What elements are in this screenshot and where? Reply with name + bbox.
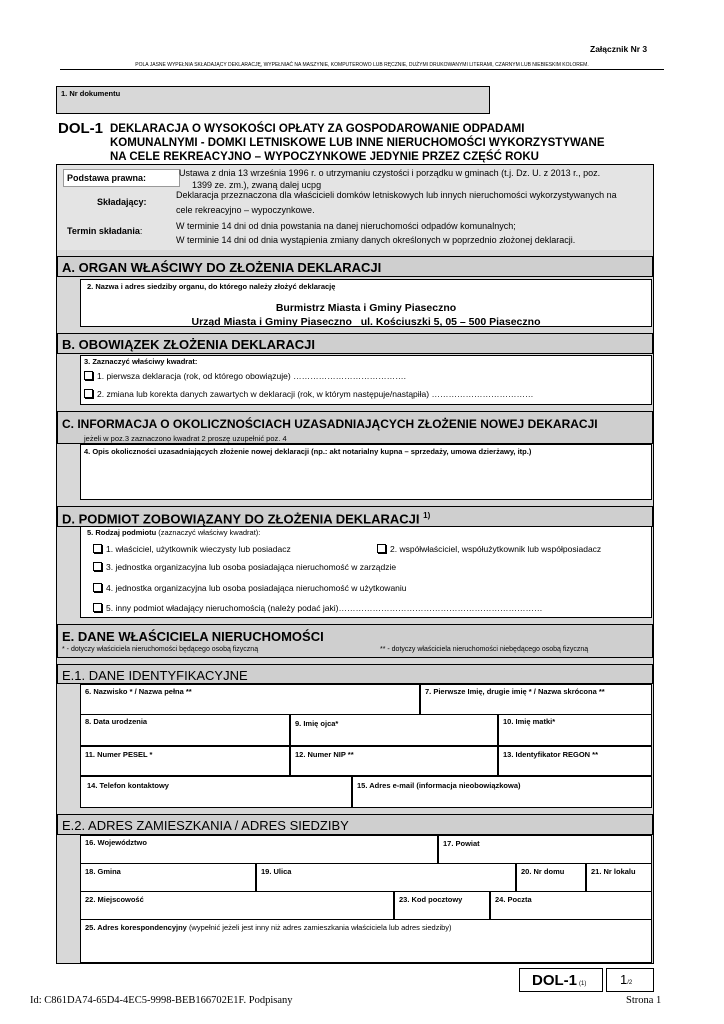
section-e-header — [57, 624, 653, 658]
pesel-label: 11. Numer PESEL * — [85, 750, 153, 759]
organ-field — [80, 279, 652, 327]
badge-code: DOL-1 (1) — [532, 972, 587, 989]
regon-label: 13. Identyfikator REGON ** — [503, 750, 599, 759]
post-office-label: 24. Poczta — [495, 895, 532, 904]
annex-label: Załącznik Nr 3 — [590, 44, 648, 54]
section-b-title: B. OBOWIĄZEK ZŁOŻENIA DEKLARACJI — [62, 337, 316, 352]
locality-label: 22. Miejscowość — [85, 895, 144, 904]
section-e2-header — [57, 814, 653, 835]
deadline-line1: W terminie 14 dni od dnia powstania na danej nieruchomości odpadów komunalnych; — [176, 221, 516, 231]
section-d-header — [57, 506, 653, 527]
checkbox-icon[interactable] — [93, 603, 102, 612]
info-block — [57, 165, 653, 250]
email-field[interactable] — [352, 776, 652, 808]
locality-field[interactable] — [80, 891, 394, 921]
subject-option-2[interactable]: 2. współwłaściciel, współużytkownik lub współposiadacz — [377, 544, 601, 554]
correspondence-address-field[interactable] — [80, 919, 652, 963]
county-label: 17. Powiat — [443, 839, 480, 848]
surname-label: 6. Nazwisko * / Nazwa pełna ** — [85, 687, 192, 696]
subject-option-4[interactable]: 4. jednostka organizacyjna lub osoba posiadająca nieruchomość w użytkowaniu — [93, 583, 407, 593]
checkbox-icon[interactable] — [93, 544, 102, 553]
circumstances-field[interactable] — [80, 444, 652, 500]
surname-field[interactable] — [80, 684, 420, 716]
obligation-field — [80, 355, 652, 405]
pesel-field[interactable] — [80, 746, 290, 776]
basis-line1: Ustawa z dnia 13 września 1996 r. o utrzymaniu czystości i porządku w gminach (t.j. Dz. U. z 2013 r., poz. — [179, 168, 601, 178]
apartment-number-label: 21. Nr lokalu — [591, 867, 636, 876]
phone-field[interactable] — [80, 776, 352, 808]
section-c-note: jeżeli w poz.3 zaznaczono kwadrat 2 proszę uzupełnić poz. 4 — [84, 434, 287, 443]
document-id: Id: C861DA74-65D4-4EC5-9998-BEB166702E1F. Podpisany — [30, 995, 293, 1006]
subject-option-3[interactable]: 3. jednostka organizacyjna lub osoba posiadająca nieruchomość w zarządzie — [93, 562, 396, 572]
subject-type-label: 5. Rodzaj podmiotu (zaznaczyć właściwy kwadrat): — [87, 528, 261, 537]
checkbox-icon[interactable] — [84, 389, 93, 398]
submitter-label: Składający: — [97, 197, 147, 207]
house-number-field[interactable] — [516, 863, 586, 893]
form-title-line1: DEKLARACJA O WYSOKOŚCI OPŁATY ZA GOSPODAROWANIE ODPADAMI — [110, 123, 525, 135]
section-a-header — [57, 256, 653, 277]
organ-address: Urząd Miasta i Gminy Piaseczno ul. Kościuszki 5, 05 – 500 Piaseczno — [191, 316, 541, 328]
checkbox-icon[interactable] — [93, 562, 102, 571]
nip-field[interactable] — [290, 746, 498, 776]
doc-number-field[interactable] — [56, 86, 490, 114]
section-b-header — [57, 333, 653, 354]
section-e-note-right: ** - dotyczy właściciela nieruchomości niebędącego osobą fizyczną — [380, 646, 589, 653]
obligation-field-label: 3. Zaznaczyć właściwy kwadrat: — [84, 357, 198, 366]
regon-field[interactable] — [498, 746, 652, 776]
checkbox-icon[interactable] — [84, 371, 93, 380]
county-field[interactable] — [438, 835, 652, 865]
subject-option-5[interactable]: 5. inny podmiot władający nieruchomością (należy podać jaki)……………………………………………………………… — [93, 603, 542, 613]
first-name-label: 7. Pierwsze Imię, drugie imię * / Nazwa skrócona ** — [425, 687, 605, 696]
correspondence-address-label: 25. Adres korespondencyjny (wypełnić jeżeli jest inny niż adres zamieszkania właściciela lub adres siedziby) — [85, 923, 452, 932]
deadline-label: Termin składania: — [67, 226, 143, 236]
birth-date-field[interactable] — [80, 714, 290, 746]
page-number-box — [606, 968, 654, 992]
section-e1-title: E.1. DANE IDENTYFIKACYJNE — [62, 668, 248, 683]
house-number-label: 20. Nr domu — [521, 867, 565, 876]
section-e-title: E. DANE WŁAŚCICIELA NIERUCHOMOŚCI — [62, 629, 324, 644]
section-c-title: C. INFORMACJA O OKOLICZNOŚCIACH UZASADNIAJĄCYCH ZŁOŻENIE NOWEJ DEKARACJI — [62, 417, 598, 431]
subject-option-1[interactable]: 1. właściciel, użytkownik wieczysty lub posiadacz — [93, 544, 291, 554]
checkbox-icon[interactable] — [377, 544, 386, 553]
phone-label: 14. Telefon kontaktowy — [87, 781, 169, 790]
doc-number-label: 1. Nr dokumentu — [61, 89, 121, 98]
postal-code-label: 23. Kod pocztowy — [399, 895, 463, 904]
municipality-label: 18. Gmina — [85, 867, 121, 876]
form-code: DOL-1 — [58, 120, 103, 137]
section-e1-header — [57, 664, 653, 684]
street-field[interactable] — [256, 863, 516, 893]
obligation-option-2[interactable]: 2. zmiana lub korekta danych zawartych w deklaracji (rok, w którym następuje/nastąpiła) ……………………………… — [84, 389, 533, 399]
page-label: Strona 1 — [626, 995, 662, 1006]
email-label: 15. Adres e-mail (informacja nieobowiązkowa) — [357, 781, 521, 790]
nip-label: 12. Numer NIP ** — [295, 750, 354, 759]
apartment-number-field[interactable] — [586, 863, 652, 893]
father-name-label: 9. Imię ojca* — [295, 719, 339, 728]
subject-type-field — [80, 526, 652, 618]
voivodeship-field[interactable] — [80, 835, 438, 865]
form-code-badge — [519, 968, 603, 992]
organ-name: Burmistrz Miasta i Gminy Piaseczno — [275, 302, 457, 314]
section-a-title: A. ORGAN WŁAŚCIWY DO ZŁOŻENIA DEKLARACJI — [62, 260, 382, 275]
page-number: 1/2 — [620, 972, 633, 987]
basis-label: Podstawa prawna: — [67, 173, 147, 183]
basis-line2: 1399 ze. zm.), zwaną dalej ucpg — [192, 180, 322, 190]
municipality-field[interactable] — [80, 863, 256, 893]
mother-name-label: 10. Imię matki* — [503, 717, 556, 726]
first-name-field[interactable] — [420, 684, 652, 716]
circumstances-label: 4. Opis okoliczności uzasadniających złożenie nowej deklaracji (np.: akt notarialny kupna – sprzedaży, umowa dzierżawy, itp.) — [84, 447, 532, 456]
section-c-header — [57, 411, 653, 444]
submitter-line1: Deklaracja przeznaczona dla właścicieli domków letniskowych lub innych nieruchomości wykorzystywanych na — [176, 190, 617, 200]
form-title — [110, 122, 605, 164]
section-d-title: D. PODMIOT ZOBOWIĄZANY DO ZŁOŻENIA DEKLARACJI $^{1)}$ — [62, 511, 431, 527]
section-e-note-left: * - dotyczy właściciela nieruchomości będącego osobą fizyczną — [62, 646, 259, 653]
voivodeship-label: 16. Województwo — [85, 838, 147, 847]
form-title-line2: KOMUNALNYMI - DOMKI LETNISKOWE LUB INNE NIERUCHOMOŚCI WYKORZYSTYWANE — [110, 137, 605, 149]
birth-date-label: 8. Data urodzenia — [85, 717, 148, 726]
form-title-line3: NA CELE REKREACYJNO – WYPOCZYNKOWE JEDYNIE PRZEZ CZĘŚĆ ROKU — [110, 151, 539, 163]
deadline-line2: W terminie 14 dni od dnia wystąpienia zmiany danych określonych w poprzednio złożonej deklaracji. — [176, 235, 576, 245]
fill-instructions: POLA JASNE WYPEŁNIA SKŁADAJĄCY DEKLARACJĘ, WYPEŁNIAĆ NA MASZYNIE, KOMPUTEROWO LUB RĘCZNIE, DUŻYMI DRUKOWANYMI LITERAMI, CZARNYM LUB NIEBIESKIM KOLOREM. — [135, 62, 589, 68]
postal-code-field[interactable] — [394, 891, 490, 921]
submitter-line2: cele rekreacyjno – wypoczynkowe. — [176, 205, 315, 215]
header-rule — [60, 69, 664, 70]
post-office-field[interactable] — [490, 891, 652, 921]
obligation-option-1[interactable]: 1. pierwsza deklaracja (rok, od którego obowiązuje) …………………………………. — [84, 371, 406, 381]
father-name-field[interactable] — [290, 714, 498, 746]
street-label: 19. Ulica — [261, 867, 292, 876]
mother-name-field[interactable] — [498, 714, 652, 746]
organ-field-label: 2. Nazwa i adres siedziby organu, do którego należy złożyć deklarację — [87, 282, 336, 291]
section-e2-title: E.2. ADRES ZAMIESZKANIA / ADRES SIEDZIBY — [62, 818, 349, 833]
checkbox-icon[interactable] — [93, 583, 102, 592]
